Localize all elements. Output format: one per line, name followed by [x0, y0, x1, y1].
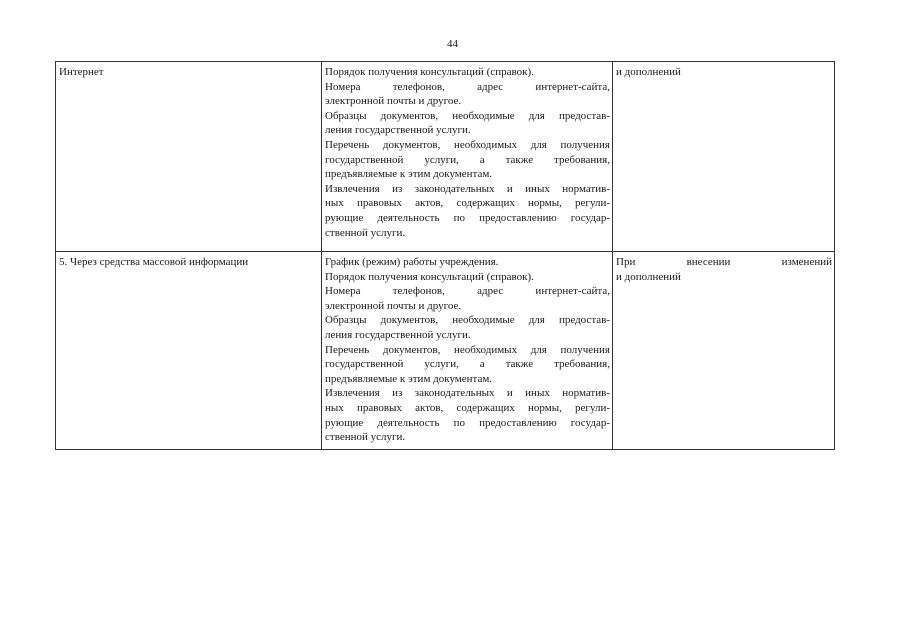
update-cell — [613, 252, 835, 450]
info-line: Извлечения из законодательных и иных норматив- — [325, 387, 610, 400]
info-line: График (режим) работы учреждения. — [325, 256, 499, 268]
channel-label: Интернет — [59, 66, 104, 78]
info-line: ных правовых актов, содержащих нормы, регули- — [325, 197, 610, 210]
info-channels-table — [55, 61, 835, 450]
info-line: Образцы документов, необходимые для предостав- — [325, 109, 610, 122]
table-row — [56, 252, 835, 450]
info-line: предъявляемые к этим документам. — [325, 372, 493, 385]
info-line: государственной услуги, а также требования, — [325, 153, 610, 166]
info-line: электронной почты и другое. — [325, 95, 462, 108]
channel-cell — [56, 252, 322, 450]
info-line: ственной услуги. — [325, 431, 406, 444]
info-line: электронной почты и другое. — [325, 299, 462, 312]
info-line: рующие деятельность по предоставлению государ- — [325, 211, 610, 224]
info-line: Извлечения из законодательных и иных норматив- — [325, 182, 610, 195]
info-line: рующие деятельность по предоставлению государ- — [325, 416, 610, 429]
page-number: 44 — [447, 38, 458, 50]
update-line: и дополнений — [616, 270, 681, 283]
info-cell — [322, 252, 613, 450]
info-line: государственной услуги, а также требования, — [325, 358, 610, 371]
channel-cell — [56, 62, 322, 252]
info-line: ления государственной услуги. — [325, 124, 471, 137]
info-line: ления государственной услуги. — [325, 328, 471, 341]
info-line: Порядок получения консультаций (справок). — [325, 270, 534, 283]
info-line: Номера телефонов, адрес интернет-сайта, — [325, 80, 610, 93]
info-line: Номера телефонов, адрес интернет-сайта, — [325, 285, 610, 298]
channel-label: 5. Через средства массовой информации — [59, 256, 249, 268]
info-line: Образцы документов, необходимые для предостав- — [325, 314, 610, 327]
info-line: ных правовых актов, содержащих нормы, регули- — [325, 401, 610, 414]
update-line: и дополнений — [616, 66, 681, 78]
info-line: Перечень документов, необходимых для получения — [325, 138, 610, 151]
info-cell — [322, 62, 613, 252]
update-line: При внесении изменений — [616, 256, 832, 268]
info-line: предъявляемые к этим документам. — [325, 168, 493, 181]
update-cell — [613, 62, 835, 252]
table-row — [56, 62, 835, 252]
info-line: ственной услуги. — [325, 226, 406, 239]
info-line: Перечень документов, необходимых для получения — [325, 343, 610, 356]
info-line: Порядок получения консультаций (справок). — [325, 66, 534, 78]
